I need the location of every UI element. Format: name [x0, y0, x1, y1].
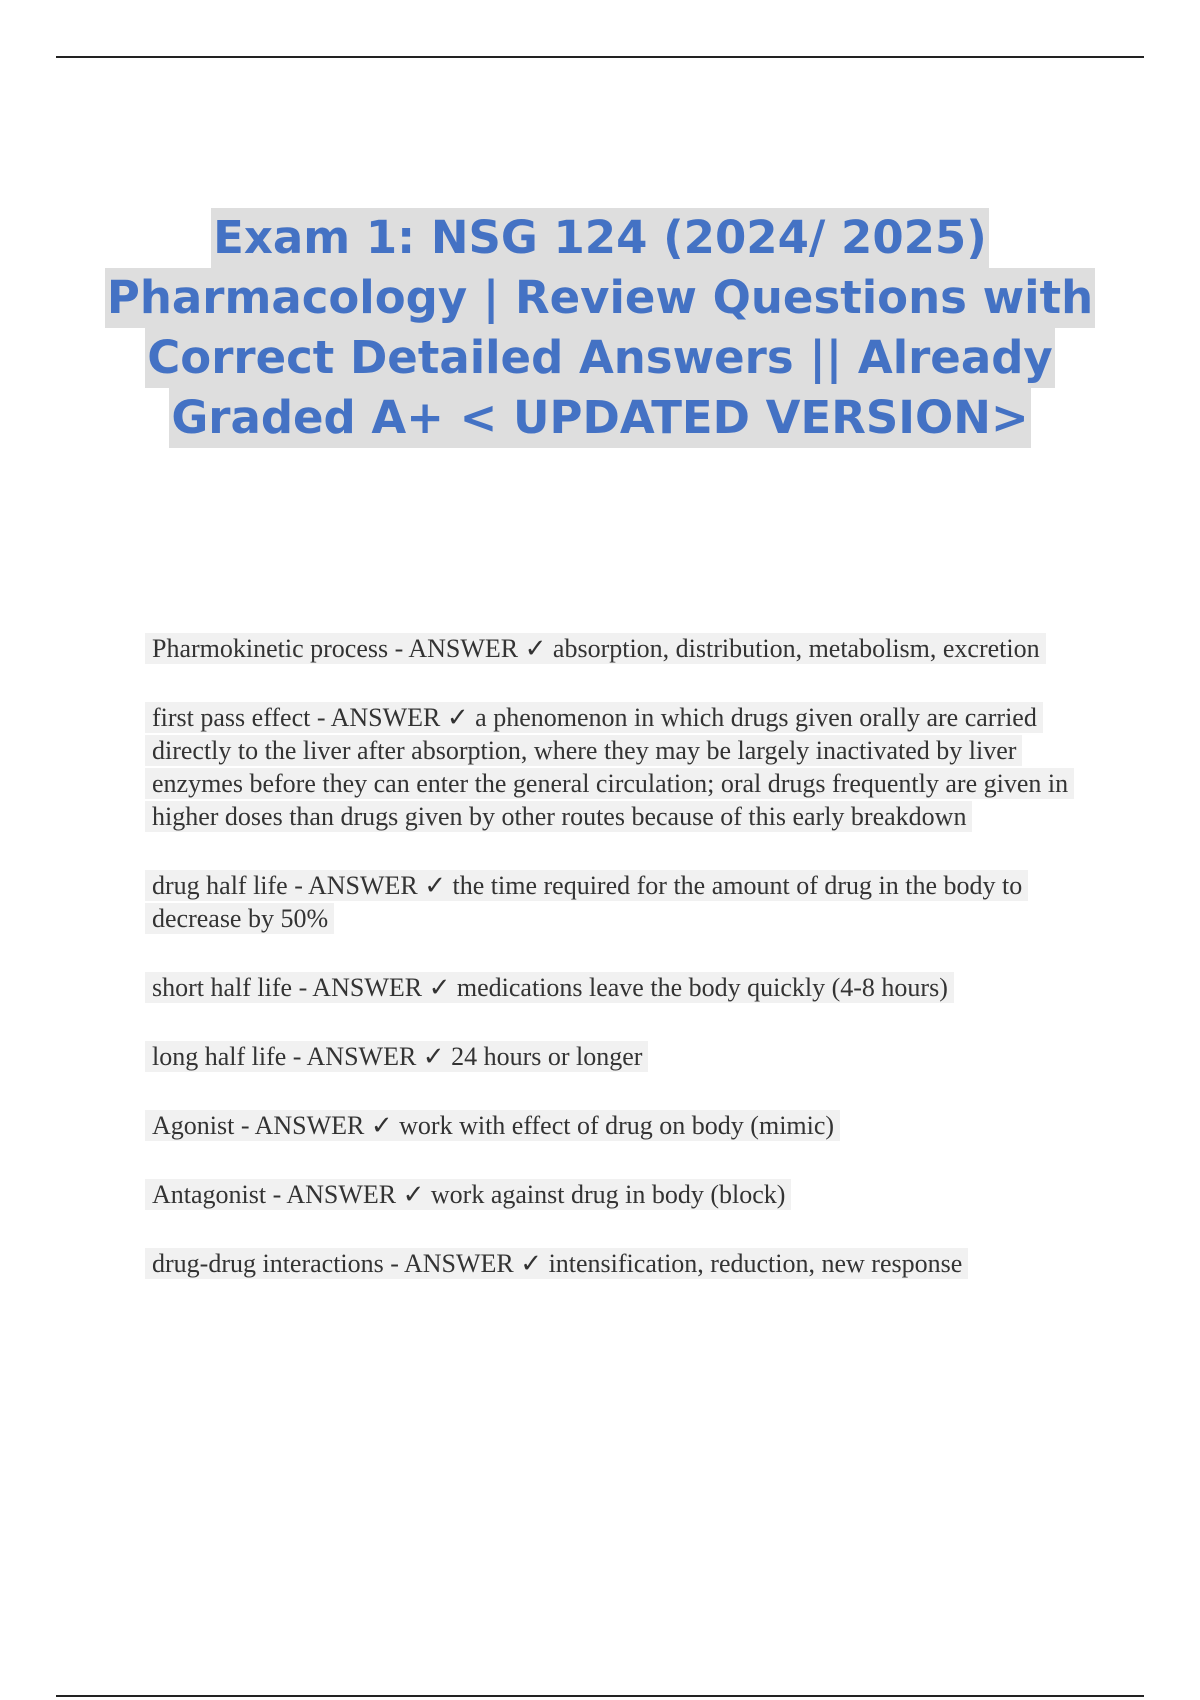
- qa-term: short half life: [152, 973, 293, 1002]
- qa-answer: a phenomenon in which drugs given orally are carried directly to the liver after absorption, where they may be largely inactivated by liver enzymes before they can enter the general circulation; oral drugs frequently are given in higher doses than drugs given by other routes because of this early breakdown: [152, 703, 1069, 831]
- qa-term: first pass effect: [152, 703, 311, 732]
- qa-item: [145, 971, 1080, 1004]
- qa-item: [145, 1040, 1080, 1073]
- title-line: Pharmacology | Review Questions with: [105, 268, 1095, 328]
- qa-answer-marker: - ANSWER ✓: [383, 1249, 549, 1278]
- qa-answer-marker: - ANSWER ✓: [286, 1042, 452, 1071]
- document-title: [100, 208, 1100, 448]
- qa-answer: work against drug in body (block): [430, 1180, 786, 1209]
- qa-answer: work with effect of drug on body (mimic): [399, 1111, 835, 1140]
- qa-item: [145, 869, 1080, 935]
- qa-answer: medications leave the body quickly (4-8 hours): [456, 973, 948, 1002]
- top-rule: [56, 56, 1144, 58]
- qa-term: long half life: [152, 1042, 287, 1071]
- qa-item: [145, 1247, 1080, 1280]
- qa-answer-marker: - ANSWER ✓: [266, 1180, 431, 1209]
- qa-item: [145, 1109, 1080, 1142]
- title-line: Graded A+ < UPDATED VERSION>: [169, 388, 1030, 448]
- qa-term: drug-drug interactions: [152, 1249, 384, 1278]
- qa-answer: absorption, distribution, metabolism, excretion: [552, 634, 1040, 663]
- bottom-rule: [56, 1695, 1144, 1697]
- qa-term: Antagonist: [152, 1180, 267, 1209]
- title-line: Exam 1: NSG 124 (2024/ 2025): [211, 208, 989, 268]
- qa-item: [145, 1178, 1080, 1211]
- qa-answer-marker: - ANSWER ✓: [292, 973, 457, 1002]
- qa-answer-marker: - ANSWER ✓: [310, 703, 476, 732]
- qa-answer-marker: - ANSWER ✓: [388, 634, 553, 663]
- title-line: Correct Detailed Answers || Already: [145, 328, 1055, 388]
- qa-list: [145, 632, 1080, 1316]
- qa-term: drug half life: [152, 871, 288, 900]
- qa-term: Pharmokinetic process: [152, 634, 389, 663]
- qa-answer: 24 hours or longer: [451, 1042, 643, 1071]
- qa-answer-marker: - ANSWER ✓: [234, 1111, 400, 1140]
- qa-term: Agonist: [152, 1111, 235, 1140]
- qa-answer-marker: - ANSWER ✓: [287, 871, 453, 900]
- qa-answer: the time required for the amount of drug in the body to decrease by 50%: [152, 871, 1023, 933]
- qa-answer: intensification, reduction, new response: [548, 1249, 963, 1278]
- qa-item: [145, 632, 1080, 665]
- qa-item: [145, 701, 1080, 833]
